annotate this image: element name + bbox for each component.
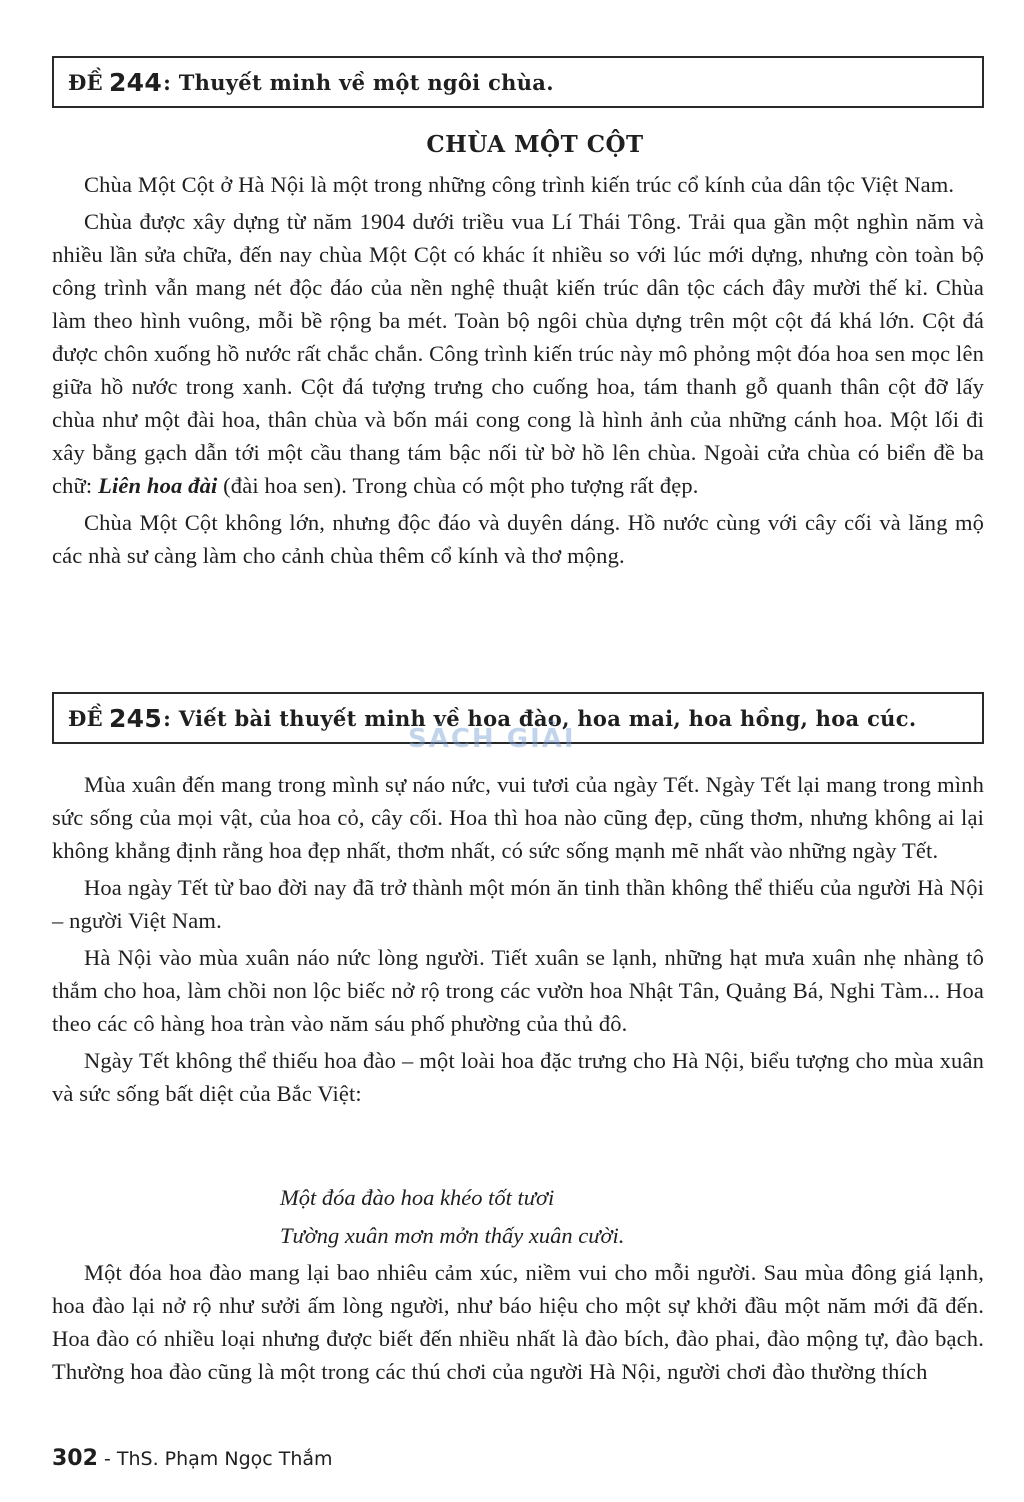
footer-author: ThS. Phạm Ngọc Thắm bbox=[116, 1448, 333, 1470]
essay-244-body bbox=[52, 168, 984, 572]
paragraph: Hoa ngày Tết từ bao đời nay đã trở thành một món ăn tinh thần không thể thiếu của người Hà Nội – người Việt Nam. bbox=[52, 875, 984, 933]
topic-text: : Thuyết minh về một ngôi chùa. bbox=[163, 69, 554, 95]
paragraph: Một đóa hoa đào mang lại bao nhiêu cảm xúc, niềm vui cho mỗi người. Sau mùa đông giá lạnh, hoa đào lại nở rộ như sưởi ấm lòng người, như báo hiệu cho một sự khởi đầu một năm mới đã đến. Hoa đào có nhiều loại nhưng được biết đến nhiều nhất là đào bích, đào phai, đào mộng tự, đào bạch. Thường hoa đào cũng là một trong các thú chơi của người Hà Nội, người chơi đào thường thích bbox=[52, 1260, 984, 1384]
poem bbox=[280, 1179, 624, 1255]
paragraph: Chùa Một Cột không lớn, nhưng độc đáo và duyên dáng. Hồ nước cùng với cây cối và lăng mộ các nhà sư càng làm cho cảnh chùa thêm cổ kính và thơ mộng. bbox=[52, 510, 984, 568]
paragraph-text: Chùa được xây dựng từ năm 1904 dưới triều vua Lí Thái Tông. Trải qua gần một nghìn năm và nhiều lần sửa chữa, đến nay chùa Một Cột có khác ít nhiều so với lúc mới dựng, nhưng còn toàn bộ công trình vẫn mang nét độc đáo của nền nghệ thuật kiến trúc dân tộc cách đây mười thế kỉ. Chùa làm theo hình vuông, mỗi bề rộng ba mét. Toàn bộ ngôi chùa dựng trên một cột đá khá lớn. Cột đá được chôn xuống hồ nước rất chắc chắn. Công trình kiến trúc này mô phỏng một đóa hoa sen mọc lên giữa hồ nước trong xanh. Cột đá tượng trưng cho cuống hoa, tám thanh gỗ quanh thân cột đỡ lấy chùa như một đài hoa, thân chùa và bốn mái cong cong là hình ảnh của những cánh hoa. Một lối đi xây bằng gạch dẫn tới một cầu thang tám bậc nối từ bờ hồ lên chùa. Ngoài cửa chùa có biển đề ba chữ: bbox=[52, 209, 984, 498]
topic-prefix: ĐỀ bbox=[68, 69, 103, 95]
topic-text: : Viết bài thuyết minh về hoa đào, hoa mai, hoa hồng, hoa cúc. bbox=[163, 705, 917, 731]
topic-prefix: ĐỀ bbox=[68, 705, 103, 731]
topic-number: 245 bbox=[108, 703, 163, 733]
page-footer bbox=[52, 1446, 333, 1471]
emphasis-text: Liên hoa đài bbox=[98, 473, 218, 498]
paragraph: Mùa xuân đến mang trong mình sự náo nức, vui tươi của ngày Tết. Ngày Tết lại mang trong mình sức sống của mọi vật, của hoa cỏ, cây cối. Hoa thì hoa nào cũng đẹp, cũng thơm, nhưng không ai lại không khẳng định rằng hoa đẹp nhất, thơm nhất, có sức sống mạnh mẽ nhất vào những ngày Tết. bbox=[52, 772, 984, 863]
essay-title: CHÙA MỘT CỘT bbox=[426, 131, 644, 158]
poem-line: Một đóa đào hoa khéo tốt tươi bbox=[280, 1185, 555, 1210]
topic-244-box bbox=[52, 56, 984, 108]
paragraph: Chùa Một Cột ở Hà Nội là một trong những công trình kiến trúc cổ kính của dân tộc Việt Nam. bbox=[84, 172, 955, 197]
watermark-logo: SÁCH GIẢI bbox=[408, 724, 576, 754]
page-number: 302 bbox=[52, 1446, 98, 1471]
topic-245-box bbox=[52, 692, 984, 744]
footer-separator: - bbox=[97, 1448, 117, 1470]
paragraph bbox=[52, 205, 984, 502]
poem-line: Tường xuân mơn mởn thấy xuân cười. bbox=[280, 1223, 625, 1248]
topic-number: 244 bbox=[108, 67, 163, 97]
paragraph-text: (đài hoa sen). Trong chùa có một pho tượng rất đẹp. bbox=[217, 473, 699, 498]
essay-245-body-part1 bbox=[52, 768, 984, 1110]
paragraph: Hà Nội vào mùa xuân náo nức lòng người. Tiết xuân se lạnh, những hạt mưa xuân nhẹ nhàng tô thắm cho hoa, làm chồi non lộc biếc nở rộ trong các vườn hoa Nhật Tân, Quảng Bá, Nghi Tàm... Hoa theo các cô hàng hoa tràn vào năm sáu phố phường của thủ đô. bbox=[52, 945, 984, 1036]
essay-245-body-part2 bbox=[52, 1256, 984, 1388]
paragraph: Ngày Tết không thể thiếu hoa đào – một loài hoa đặc trưng cho Hà Nội, biểu tượng cho mùa xuân và sức sống bất diệt của Bắc Việt: bbox=[52, 1048, 984, 1106]
